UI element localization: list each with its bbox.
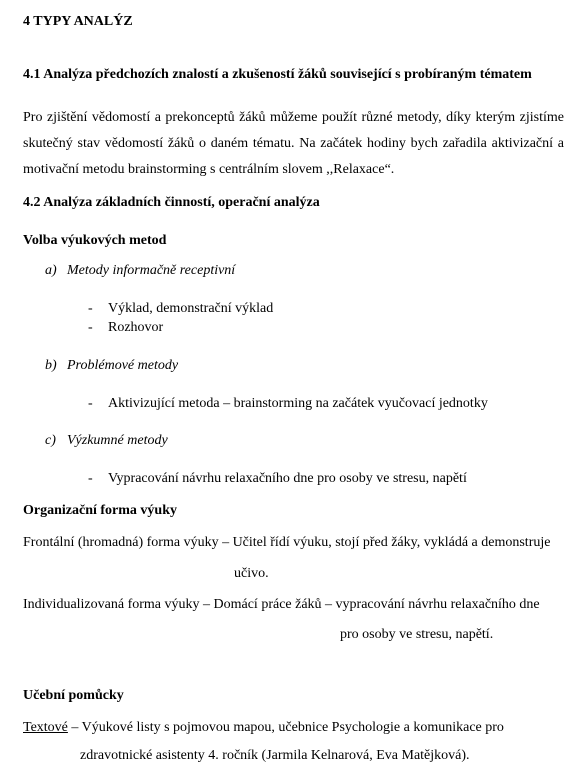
method-a-item-2: Rozhovor — [108, 320, 164, 335]
list-item — [88, 396, 488, 412]
section-heading-4-1: 4.1 Analýza předchozích znalostí a zkušeností žáků související s probíraným tématem — [23, 67, 532, 82]
individual-line-1: Individualizovaná forma výuky – Domácí práce žáků – vypracování návrhu relaxačního dne — [23, 597, 540, 612]
method-group-c — [45, 433, 168, 449]
list-item — [88, 301, 273, 317]
method-c-item-1: Vypracování návrhu relaxačního dne pro osoby ve stresu, napětí — [108, 471, 467, 486]
section-heading-4-2: 4.2 Analýza základních činností, operační analýza — [23, 195, 320, 210]
frontal-line-2: učivo. — [234, 566, 269, 581]
textove-description: – Výukové listy s pojmovou mapou, učebnice Psychologie a komunikace pro — [67, 720, 504, 735]
intro-paragraph: Pro zjištění vědomostí a prekonceptů žáků můžeme použít různé metody, díky kterým zjistíme skutečný stav vědomostí žáků o daném tématu. Na začátek hodiny bych zařadila aktivizační a motivační metodu brainstorming s centrálním slovem ,,Relaxace“. — [23, 110, 564, 177]
individual-line-2: pro osoby ve stresu, napětí. — [340, 627, 494, 642]
textove-label: Textové — [23, 720, 68, 735]
method-c-label: c) — [45, 433, 56, 448]
method-b-label: b) — [45, 358, 57, 373]
chapter-heading: 4 TYPY ANALÝZ — [23, 14, 133, 29]
method-group-b — [45, 358, 178, 374]
volba-heading: Volba výukových metod — [23, 233, 167, 248]
pomucky-heading: Učební pomůcky — [23, 688, 124, 703]
dash-bullet: - — [88, 301, 93, 316]
method-a-label: a) — [45, 263, 57, 278]
method-c-title: Výzkumné metody — [67, 433, 168, 448]
list-item — [88, 320, 163, 336]
textove-line-2: zdravotnické asistenty 4. ročník (Jarmila Kelnarová, Eva Matějková). — [80, 748, 470, 763]
textove-line-1 — [23, 720, 504, 736]
method-b-item-1: Aktivizující metoda – brainstorming na začátek vyučovací jednotky — [108, 396, 488, 411]
method-group-a — [45, 263, 235, 279]
list-item — [88, 471, 467, 487]
method-b-title: Problémové metody — [67, 358, 179, 373]
method-a-title: Metody informačně receptivní — [67, 263, 236, 278]
org-heading: Organizační forma výuky — [23, 503, 177, 518]
method-a-item-1: Výklad, demonstrační výklad — [108, 301, 274, 316]
dash-bullet: - — [88, 320, 93, 335]
dash-bullet: - — [88, 396, 93, 411]
frontal-line-1: Frontální (hromadná) forma výuky – Učitel řídí výuku, stojí před žáky, vykládá a demonstruje — [23, 535, 551, 550]
dash-bullet: - — [88, 471, 93, 486]
